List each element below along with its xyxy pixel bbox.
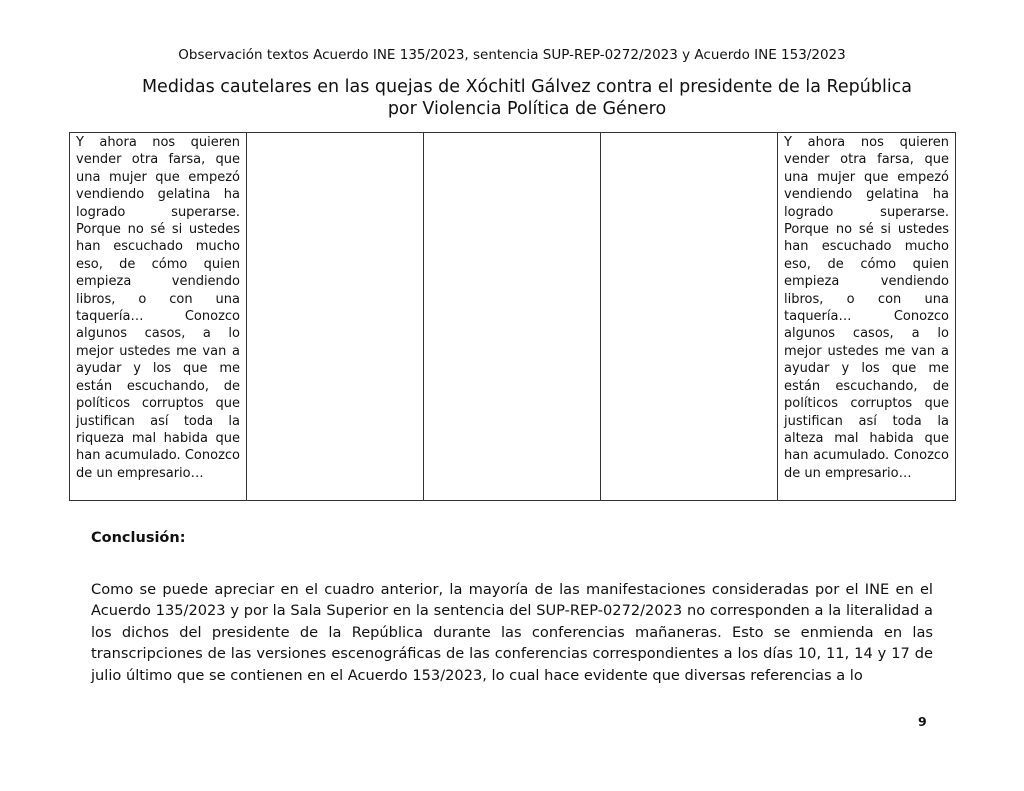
table-row [70,133,956,501]
conclusion-heading: Conclusión: [91,530,186,546]
table-cell-empty-4 [601,133,778,501]
document-title [0,76,1024,120]
table-cell-ine-135: Y ahora nos quieren vender otra farsa, que una mujer que empezó vendiendo gelatina ha logrado superarse. Porque no sé si ustedes han escuchado mucho eso, de cómo quien empieza vendiendo libros, o con una taquería… Conozco algunos casos, a lo mejor ustedes me van a ayudar y los que me están escuchando, de políticos corruptos que justifican así toda la riqueza mal habida que han acumulado. Conozco de un empresario… [70,133,247,501]
title-line-1: Medidas cautelares en las quejas de Xóchitl Gálvez contra el presidente de la República [141,77,913,97]
comparison-table [69,132,956,501]
conclusion-paragraph: Como se puede apreciar en el cuadro anterior, la mayoría de las manifestaciones consideradas por el INE en el Acuerdo 135/2023 y por la Sala Superior en la sentencia del SUP-REP-0272/2023 no corresponden a la literalidad a los dichos del presidente de la República durante las conferencias mañaneras. Esto se enmienda en las transcripciones de las versiones escenográficas de las conferencias correspondientes a los días 10, 11, 14 y 17 de julio último que se contienen en el Acuerdo 153/2023, lo cual hace evidente que diversas referencias a lo [91,581,933,684]
table-cell-empty-3 [424,133,601,501]
running-header: Observación textos Acuerdo INE 135/2023, sentencia SUP-REP-0272/2023 y Acuerdo INE 153/2023 [178,47,846,63]
table-cell-empty-2 [247,133,424,501]
table-cell-ine-153: Y ahora nos quieren vender otra farsa, que una mujer que empezó vendiendo gelatina ha logrado superarse. Porque no sé si ustedes han escuchado mucho eso, de cómo quien empieza vendiendo libros, o con una taquería… Conozco algunos casos, a lo mejor ustedes me van a ayudar y los que me están escuchando, de políticos corruptos que justifican así toda la alteza mal habida que han acumulado. Conozco de un empresario… [778,133,956,501]
page-number: 9 [918,714,927,729]
title-line-2: por Violencia Política de Género [387,99,667,119]
